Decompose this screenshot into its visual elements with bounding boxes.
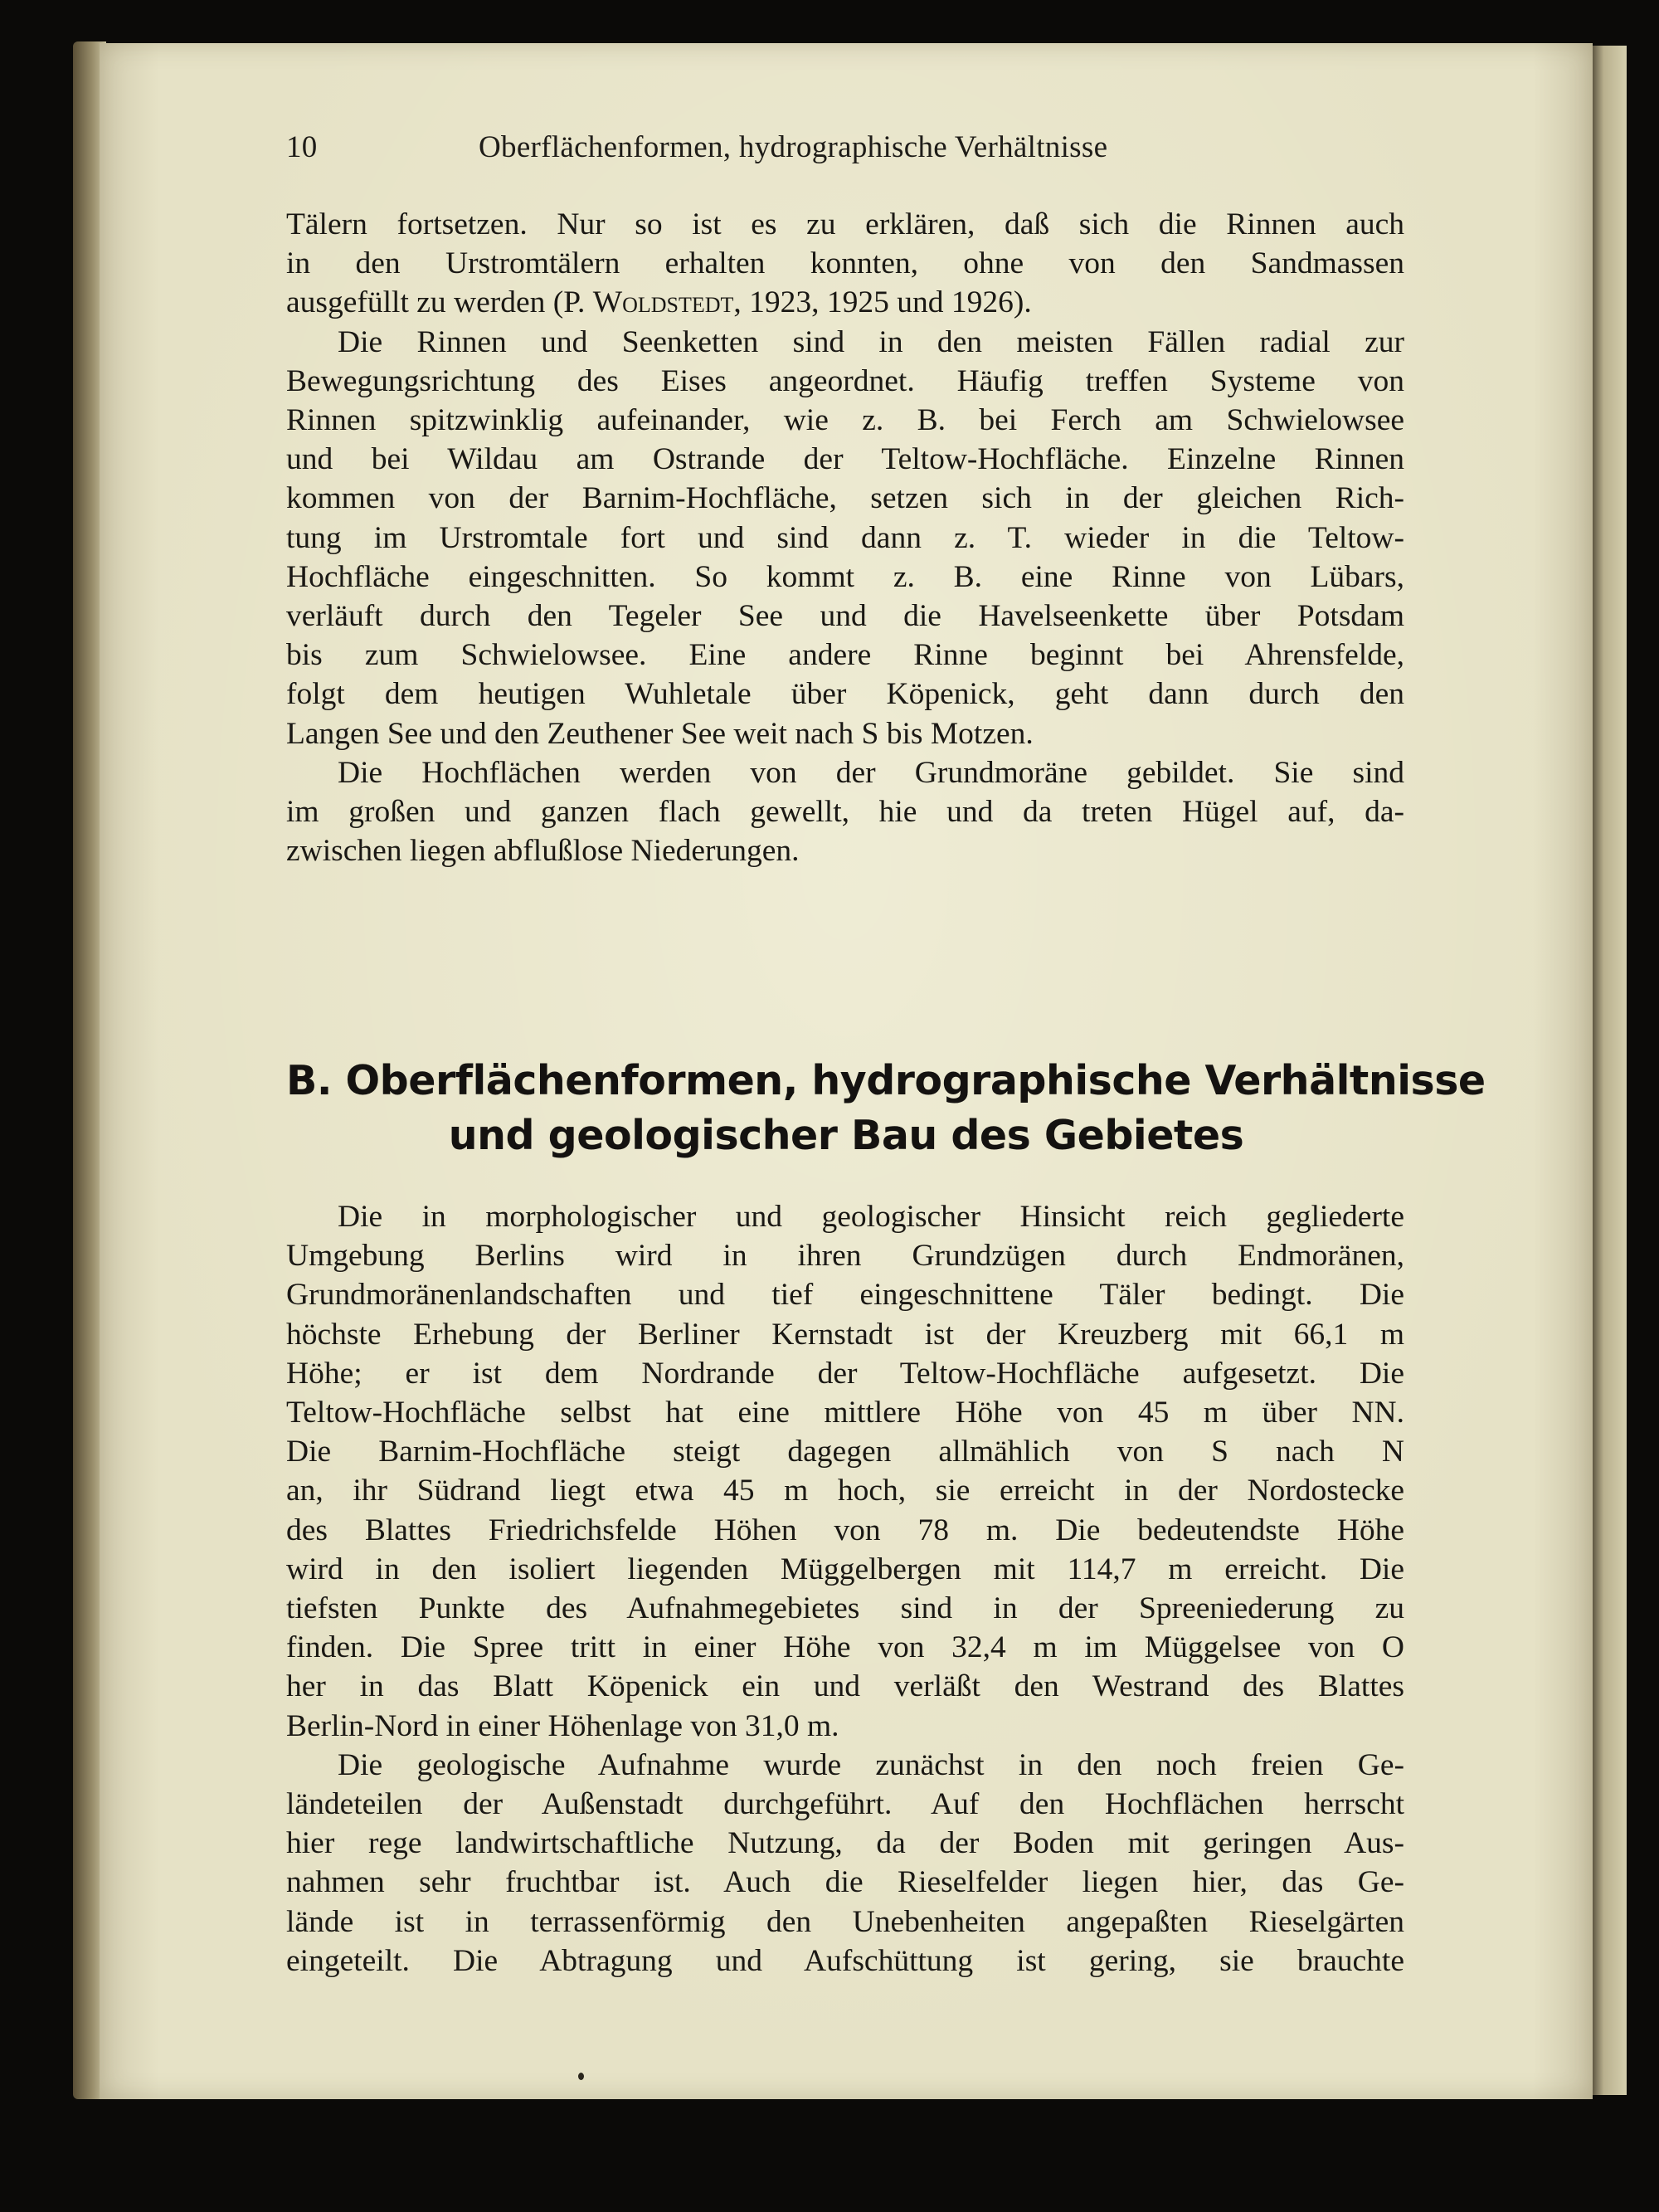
text-line: Hochfläche eingeschnitten. So kommt z. B. eine Rinne von Lübars, (286, 559, 1404, 594)
paragraph-3 (286, 753, 1404, 871)
paragraph-4 (286, 1197, 1404, 1746)
text-line: Die Hochflächen werden von der Grundmoräne gebildet. Sie sind (338, 755, 1404, 790)
text-line: tiefsten Punkte des Aufnahmegebietes sind in der Spreeniederung zu (286, 1591, 1404, 1626)
text-line-with-citation (286, 283, 1404, 322)
text-line: nahmen sehr fruchtbar ist. Auch die Rieselfelder liegen hier, das Ge- (286, 1865, 1404, 1900)
text-line: Grundmoränenlandschaften und tief eingeschnittene Täler bedingt. Die (286, 1278, 1404, 1313)
text-fragment: ausgefüllt zu werden (P. (286, 285, 593, 320)
text-line: Berlin-Nord in einer Höhenlage von 31,0 m. (286, 1708, 839, 1743)
text-line: kommen von der Barnim-Hochfläche, setzen sich in der gleichen Rich- (286, 481, 1404, 516)
text-line: Rinnen spitzwinklig aufeinander, wie z. B. bei Ferch am Schwielowsee (286, 403, 1404, 438)
text-line: Die in morphologischer und geologischer Hinsicht reich gegliederte (338, 1200, 1404, 1234)
citation-author: Woldstedt (592, 285, 734, 320)
text-line: des Blattes Friedrichsfelde Höhen von 78 m. Die bedeutendste Höhe (286, 1513, 1404, 1547)
text-line: eingeteilt. Die Abtragung und Aufschüttung ist gering, sie brauchte (286, 1943, 1404, 1978)
text-line: und bei Wildau am Ostrande der Teltow-Hochfläche. Einzelne Rinnen (286, 442, 1404, 477)
text-line: Umgebung Berlins wird in ihren Grundzügen durch Endmoränen, (286, 1239, 1404, 1274)
text-line: lände ist in terrassenförmig den Unebenheiten angepaßten Rieselgärten (286, 1904, 1404, 1939)
text-line: Bewegungsrichtung des Eises angeordnet. Häufig treffen Systeme von (286, 363, 1404, 398)
text-line: Tälern fortsetzen. Nur so ist es zu erklären, daß sich die Rinnen auch (286, 207, 1404, 241)
section-heading-line-2: und geologischer Bau des Gebietes (448, 1112, 1244, 1159)
text-line: Höhe; er ist dem Nordrande der Teltow-Hochfläche aufgesetzt. Die (286, 1356, 1404, 1391)
page-number: 10 (286, 130, 318, 164)
text-line: Langen See und den Zeuthener See weit nach S bis Motzen. (286, 716, 1034, 751)
text-line: an, ihr Südrand liegt etwa 45 m hoch, sie erreicht in der Nordostecke (286, 1474, 1404, 1508)
text-line: tung im Urstromtale fort und sind dann z. T. wieder in die Teltow- (286, 520, 1404, 555)
bottom-text-block (286, 1197, 1404, 1981)
text-line: folgt dem heutigen Wuhletale über Köpenick, geht dann durch den (286, 677, 1404, 712)
citation-years: , 1923, 1925 und 1926). (733, 285, 1032, 320)
paragraph-1 (286, 205, 1404, 323)
running-title: Oberflächenformen, hydrographische Verhältnisse (479, 130, 1108, 164)
text-line: im großen und ganzen flach gewellt, hie und da treten Hügel auf, da- (286, 795, 1404, 830)
text-line: Teltow-Hochfläche selbst hat eine mittlere Höhe von 45 m über NN. (286, 1396, 1404, 1430)
text-line: ländeteilen der Außenstadt durchgeführt. Auf den Hochflächen herrscht (286, 1787, 1404, 1822)
paragraph-2 (286, 323, 1404, 753)
text-line: Die Barnim-Hochfläche steigt dagegen allmählich von S nach N (286, 1435, 1404, 1469)
text-line: bis zum Schwielowsee. Eine andere Rinne beginnt bei Ahrensfelde, (286, 638, 1404, 673)
section-heading-line-1: B. Oberflächenformen, hydrographische Verhältnisse (286, 1057, 1486, 1104)
text-line: verläuft durch den Tegeler See und die Havelseenkette über Potsdam (286, 599, 1404, 634)
section-heading (286, 1054, 1486, 1163)
text-line: her in das Blatt Köpenick ein und verläßt den Westrand des Blattes (286, 1669, 1404, 1704)
top-text-block (286, 205, 1404, 870)
page-header (286, 129, 1406, 171)
text-line: höchste Erhebung der Berliner Kernstadt ist der Kreuzberg mit 66,1 m (286, 1317, 1404, 1352)
text-line: Die geologische Aufnahme wurde zunächst in den noch freien Ge- (338, 1747, 1404, 1782)
text-line: wird in den isoliert liegenden Müggelbergen mit 114,7 m erreicht. Die (286, 1552, 1404, 1586)
text-line: zwischen liegen abflußlose Niederungen. (286, 834, 800, 869)
text-line: in den Urstromtälern erhalten konnten, ohne von den Sandmassen (286, 246, 1404, 281)
ink-speck (578, 2073, 584, 2080)
text-line: hier rege landwirtschaftliche Nutzung, da der Boden mit geringen Aus- (286, 1826, 1404, 1861)
text-line: Die Rinnen und Seenketten sind in den meisten Fällen radial zur (338, 324, 1404, 359)
text-line: finden. Die Spree tritt in einer Höhe von 32,4 m im Müggelsee von O (286, 1630, 1404, 1665)
paragraph-5 (286, 1746, 1404, 1981)
